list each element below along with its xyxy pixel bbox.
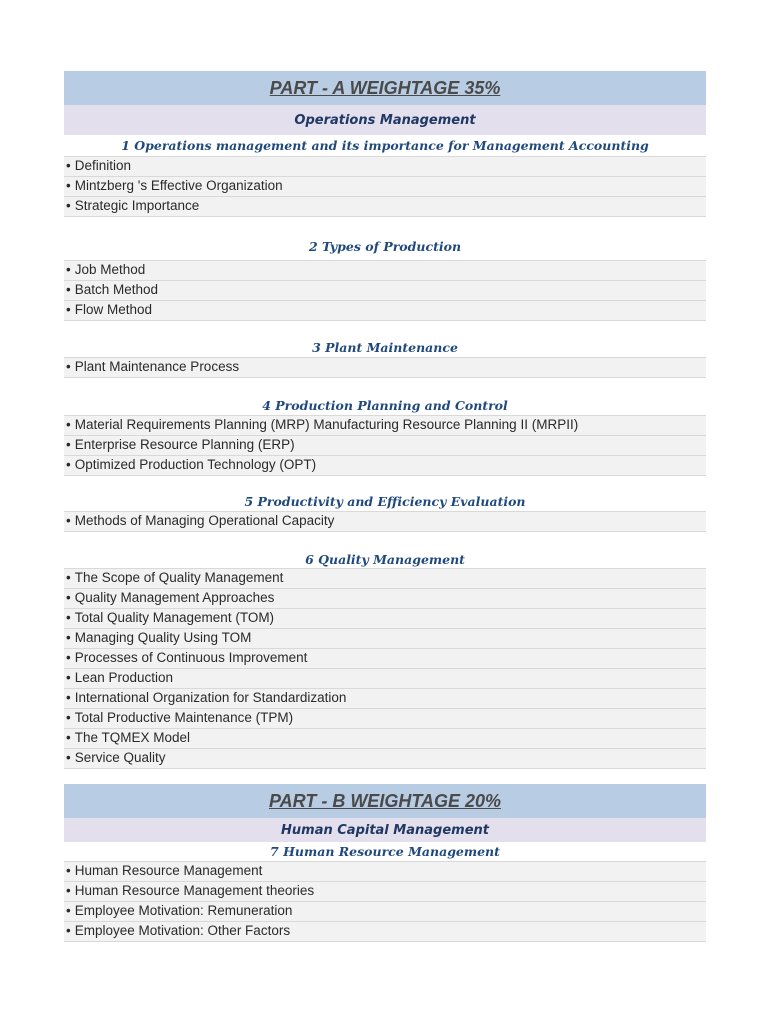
list-item: • Methods of Managing Operational Capacity [64,512,706,532]
list-item: • Definition [64,157,706,177]
list-item: • Batch Method [64,281,706,301]
section-title: 5 Productivity and Efficiency Evaluation [244,494,526,509]
list-item: • Processes of Continuous Improvement [64,649,706,669]
list-item: • Total Quality Management (TOM) [64,609,706,629]
list-item: • Human Resource Management [64,862,706,882]
list-item: • Flow Method [64,301,706,321]
list-item: • Human Resource Management theories [64,882,706,902]
part-b-title: PART - B WEIGHTAGE 20% [64,784,706,818]
item-list [64,568,706,769]
list-item: • Lean Production [64,669,706,689]
list-item: • Mintzberg 's Effective Organization [64,177,706,197]
section-title: 6 Quality Management [305,552,465,567]
list-item: • Employee Motivation: Remuneration [64,902,706,922]
item-list [64,415,706,476]
list-item: • The Scope of Quality Management [64,569,706,589]
item-list [64,511,706,532]
list-item: • Plant Maintenance Process [64,358,706,378]
part-b-subtitle: Human Capital Management [64,818,706,842]
item-list [64,156,706,217]
section-title: 3 Plant Maintenance [312,340,458,355]
item-list [64,260,706,321]
list-item: • Material Requirements Planning (MRP) Manufacturing Resource Planning II (MRPII) [64,416,706,436]
section-title: 7 Human Resource Management [270,844,500,859]
list-item: • Total Productive Maintenance (TPM) [64,709,706,729]
list-item: • The TQMEX Model [64,729,706,749]
section-title: 2 Types of Production [308,239,462,254]
list-item: • Quality Management Approaches [64,589,706,609]
list-item: • Strategic Importance [64,197,706,217]
item-list [64,861,706,942]
list-item: • Job Method [64,261,706,281]
list-item: • International Organization for Standardization [64,689,706,709]
list-item: • Managing Quality Using TOM [64,629,706,649]
part-a-subtitle: Operations Management [64,105,706,135]
list-item: • Enterprise Resource Planning (ERP) [64,436,706,456]
list-item: • Optimized Production Technology (OPT) [64,456,706,476]
item-list [64,357,706,378]
section-title: 4 Production Planning and Control [262,398,508,413]
list-item: • Employee Motivation: Other Factors [64,922,706,942]
part-a-title: PART - A WEIGHTAGE 35% [64,71,706,105]
section-title: 1 Operations management and its importance for Management Accounting [121,138,649,153]
list-item: • Service Quality [64,749,706,769]
